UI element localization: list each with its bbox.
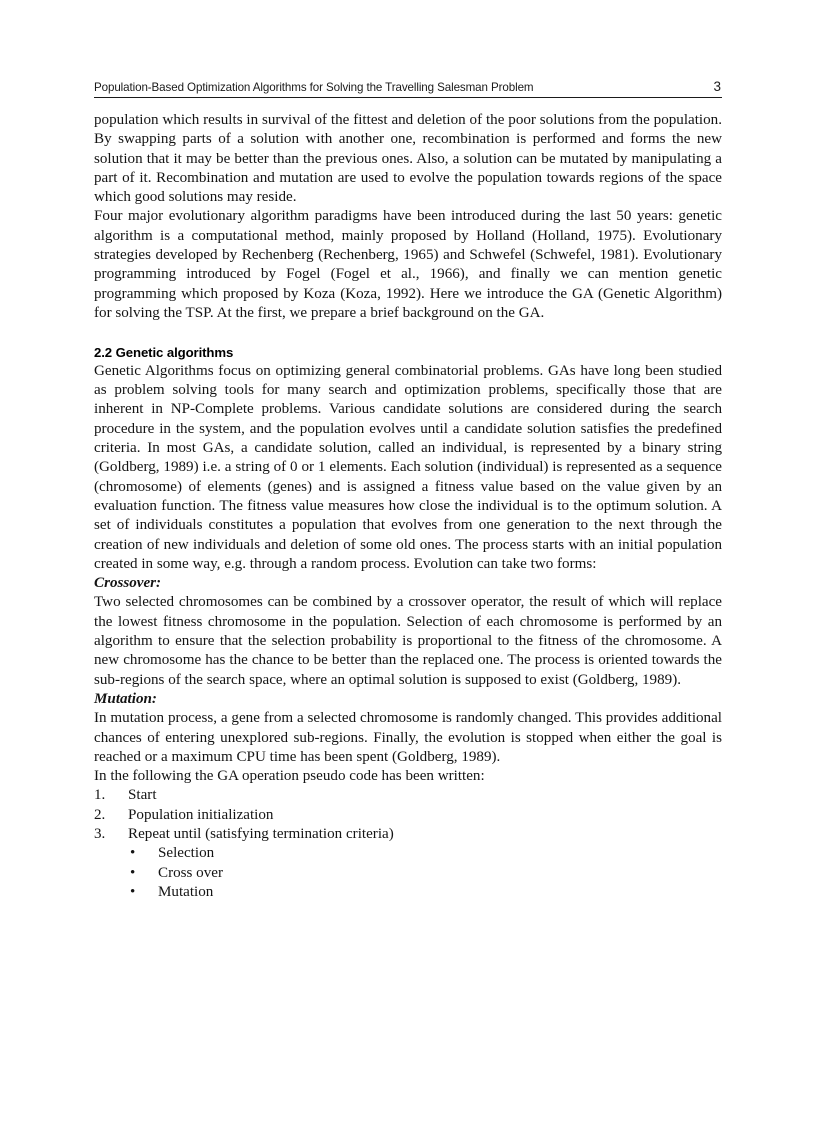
label-crossover: Crossover: [94, 575, 162, 592]
list-marker: 3. [94, 825, 106, 842]
list-item-label: Start [128, 787, 157, 804]
page-number: 3 [713, 79, 721, 94]
label-mutation: Mutation: [94, 690, 157, 707]
paragraph-genetic-algorithms-overview: Genetic Algorithms focus on optimizing general combinatorial problems. GAs have long been studied as problem solving tools for many search and optimization problems, specifically those that are inherent in NP-Complete problems. Various candidate solutions are considered during the search procedure in the system, and the population evolves until a candidate solution satisfies the predefined criteria. In most GAs, a candidate solution, called an individual, is represented by a binary string (Goldberg, 1989) i.e. a string of 0 or 1 elements. Each solution (individual) is represented as a sequence (chromosome) of elements (genes) and is assigned a fitness value based on the value given by an evaluation function. The fitness value measures how close the individual is to the optimum solution. A set of individuals constitutes a population that evolves from one generation to the next through the creation of new individuals and deletion of some old ones. The process starts with an initial population created in some way, e.g. through a random process. Evolution can take two forms: [94, 362, 722, 572]
list-item [94, 864, 722, 883]
list-marker: 1. [94, 787, 106, 804]
list-item-label: Selection [158, 845, 215, 862]
pseudocode-numbered-list [94, 786, 722, 844]
header-title: Population-Based Optimization Algorithms for Solving the Travelling Salesman Problem [94, 81, 534, 94]
bullet-icon: • [130, 883, 136, 900]
list-item [94, 825, 722, 844]
list-item [94, 844, 722, 863]
pseudocode-bullet-list [94, 844, 722, 902]
list-marker: 2. [94, 806, 106, 823]
page-header [94, 79, 722, 98]
list-item-label: Cross over [158, 864, 223, 881]
list-item [94, 883, 722, 902]
paragraph-evolutionary-paradigms: Four major evolutionary algorithm paradigms have been introduced during the last 50 years: genetic algorithm is a computational method, mainly proposed by Holland (Holland, 1975). Evolutionary strategies developed by Rechenberg (Rechenberg, 1965) and Schwefel (Schwefel, 1981). Evolutionary programming introduced by Fogel (Fogel et al., 1966), and finally we can mention genetic programming which proposed by Koza (Koza, 1992). Here we introduce the GA (Genetic Algorithm) for solving the TSP. At the first, we prepare a brief background on the GA. [94, 208, 722, 321]
list-item-label: Repeat until (satisfying termination criteria) [128, 825, 394, 842]
list-item [94, 786, 722, 805]
list-item-label: Mutation [158, 883, 214, 900]
paragraph-mutation: In mutation process, a gene from a selected chromosome is randomly changed. This provides additional chances of entering unexplored sub-regions. Finally, the evolution is stopped when either the goal is reached or a maximum CPU time has been spent (Goldberg, 1989). [94, 710, 722, 765]
bullet-icon: • [130, 845, 136, 862]
paragraph-crossover: Two selected chromosomes can be combined by a crossover operator, the result of which will replace the lowest fitness chromosome in the population. Selection of each chromosome is performed by an algorithm to ensure that the selection probability is proportional to the fitness of the chromosome. A new chromosome has the chance to be better than the replaced one. The process is oriented towards the sub-regions of the search space, where an optimal solution is supposed to exist (Goldberg, 1989). [94, 594, 722, 688]
paragraph-continued-population: population which results in survival of the fittest and deletion of the poor solutions from the population. By swapping parts of a solution with another one, recombination is performed and forms the new solution that it may be better than the previous ones. Also, a solution can be mutated by manipulating a part of it. Recombination and mutation are used to evolve the population towards regions of the space which good solutions may reside. [94, 112, 722, 206]
paragraph-pseudocode-intro: In the following the GA operation pseudo code has been written: [94, 768, 485, 785]
list-item [94, 806, 722, 825]
list-item-label: Population initialization [128, 806, 274, 823]
heading-spacer [94, 323, 722, 342]
body-column [94, 111, 722, 902]
bullet-icon: • [130, 864, 136, 881]
section-heading-genetic-algorithms: 2.2 Genetic algorithms [94, 344, 234, 360]
